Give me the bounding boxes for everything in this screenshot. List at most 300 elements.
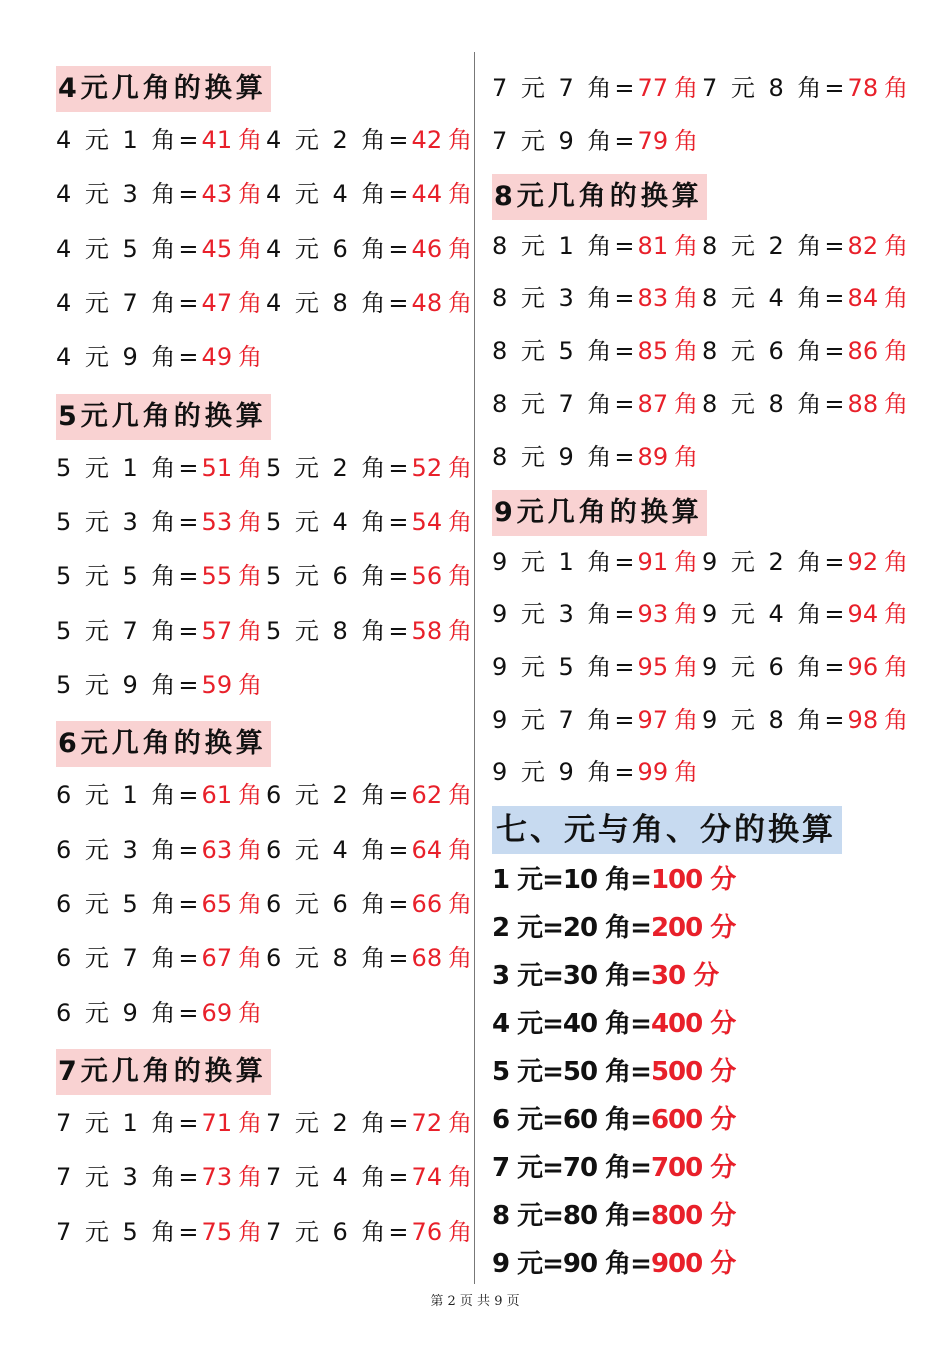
answer-unit: 角: [674, 74, 699, 102]
conversion-answer: [202, 235, 263, 263]
conversion-entry: [266, 122, 472, 158]
answer-unit: 角: [884, 600, 909, 629]
fen-conversion-entry: [492, 908, 735, 948]
conversion-expression: 8 元 3 角=: [492, 284, 638, 313]
conversion-expression: 5 元 9 角=: [56, 670, 202, 699]
conversion-answer: [202, 836, 263, 864]
answer-unit: 角: [238, 453, 263, 482]
answer-unit: 角: [448, 234, 473, 263]
answer-unit: 角: [674, 652, 699, 681]
fen-answer: 700 分: [650, 1153, 736, 1183]
answer-unit: 角: [448, 288, 473, 317]
conversion-answer: [848, 548, 909, 576]
conversion-answer: [412, 1163, 473, 1191]
answer-value: 41: [201, 126, 233, 154]
conversion-entry: [266, 176, 472, 212]
answer-unit: 角: [674, 231, 699, 260]
fen-expression: 5 元=50 角=: [492, 1057, 651, 1087]
answer-unit: 角: [238, 288, 263, 317]
conversion-expression: 6 元 9 角=: [56, 998, 202, 1027]
answer-unit: 角: [674, 284, 699, 313]
conversion-expression: 4 元 5 角=: [56, 234, 202, 263]
answer-value: 47: [201, 288, 233, 317]
answer-unit: 角: [674, 758, 699, 787]
conversion-answer: [202, 671, 263, 699]
conversion-answer: [848, 232, 909, 260]
answer-unit: 角: [238, 1109, 263, 1138]
answer-value: 86: [847, 337, 879, 366]
conversion-answer: [638, 758, 699, 786]
conversion-expression: 6 元 7 角=: [56, 944, 202, 973]
conversion-expression: 4 元 9 角=: [56, 343, 202, 372]
conversion-expression: 5 元 5 角=: [56, 562, 202, 591]
answer-value: 55: [201, 562, 233, 591]
conversion-entry: [266, 504, 472, 540]
conversion-entry: [56, 886, 262, 922]
conversion-answer: [202, 562, 263, 590]
answer-value: 99: [637, 758, 669, 787]
answer-unit: 角: [448, 508, 473, 536]
conversion-expression: 9 元 7 角=: [492, 705, 638, 734]
conversion-entry: [266, 231, 472, 267]
conversion-expression: 5 元 2 角=: [266, 453, 412, 482]
answer-unit: 角: [238, 835, 263, 864]
answer-unit: 角: [884, 705, 909, 734]
answer-value: 48: [411, 288, 443, 317]
conversion-expression: 9 元 6 角=: [702, 652, 848, 681]
conversion-expression: 8 元 1 角=: [492, 231, 638, 260]
conversion-expression: 8 元 9 角=: [492, 442, 638, 471]
conversion-expression: 5 元 6 角=: [266, 562, 412, 591]
conversion-expression: 7 元 3 角=: [56, 1163, 202, 1192]
answer-value: 63: [201, 835, 233, 864]
conversion-entry: [702, 649, 908, 685]
answer-value: 44: [411, 180, 443, 209]
fen-answer: 100 分: [650, 865, 736, 895]
answer-unit: 角: [238, 998, 263, 1027]
conversion-answer: [202, 944, 263, 972]
fen-conversion-entry: [492, 1100, 735, 1140]
section-heading: 6元几角的换算: [56, 721, 271, 767]
section-heading: 七、元与角、分的换算: [492, 806, 842, 854]
conversion-expression: 9 元 8 角=: [702, 705, 848, 734]
conversion-expression: 6 元 2 角=: [266, 781, 412, 810]
answer-unit: 角: [448, 781, 473, 810]
conversion-answer: [412, 1218, 473, 1246]
conversion-expression: 8 元 5 角=: [492, 337, 638, 366]
conversion-answer: [848, 337, 909, 365]
fen-expression: 7 元=70 角=: [492, 1153, 651, 1183]
conversion-entry: [492, 754, 698, 790]
conversion-expression: 8 元 4 角=: [702, 284, 848, 313]
conversion-answer: [412, 126, 473, 154]
conversion-answer: [638, 127, 699, 155]
answer-value: 82: [847, 231, 879, 260]
conversion-entry: [56, 504, 262, 540]
answer-unit: 角: [448, 835, 473, 864]
answer-value: 94: [847, 600, 879, 629]
conversion-answer: [848, 653, 909, 681]
answer-value: 45: [201, 234, 233, 263]
conversion-answer: [848, 600, 909, 628]
conversion-entry: [702, 333, 908, 369]
conversion-answer: [412, 235, 473, 263]
answer-value: 43: [201, 180, 233, 209]
answer-unit: 角: [448, 180, 473, 209]
answer-value: 91: [637, 547, 669, 576]
answer-unit: 角: [448, 562, 473, 591]
conversion-entry: [266, 1214, 472, 1250]
answer-value: 97: [637, 705, 669, 734]
conversion-entry: [56, 995, 262, 1031]
conversion-expression: 7 元 4 角=: [266, 1163, 412, 1192]
answer-unit: 角: [238, 670, 263, 699]
answer-unit: 角: [238, 180, 263, 209]
conversion-answer: [202, 1218, 263, 1246]
conversion-answer: [412, 1109, 473, 1137]
conversion-answer: [202, 508, 263, 536]
answer-value: 56: [411, 562, 443, 591]
conversion-entry: [492, 649, 698, 685]
section-heading: 4元几角的换算: [56, 66, 271, 112]
conversion-entry: [702, 596, 908, 632]
conversion-answer: [202, 289, 263, 317]
answer-value: 77: [637, 74, 669, 102]
section-heading: 9元几角的换算: [492, 490, 707, 536]
conversion-entry: [702, 70, 908, 106]
answer-unit: 角: [674, 389, 699, 418]
answer-unit: 角: [884, 284, 909, 313]
conversion-entry: [702, 544, 908, 580]
conversion-answer: [202, 126, 263, 154]
conversion-expression: 4 元 2 角=: [266, 126, 412, 154]
conversion-answer: [412, 454, 473, 482]
answer-unit: 角: [884, 231, 909, 260]
answer-value: 67: [201, 944, 233, 973]
conversion-entry: [492, 702, 698, 738]
conversion-answer: [638, 706, 699, 734]
fen-conversion-entry: [492, 1052, 735, 1092]
answer-value: 62: [411, 781, 443, 810]
fen-expression: 9 元=90 角=: [492, 1249, 651, 1279]
conversion-entry: [56, 285, 262, 321]
conversion-answer: [638, 337, 699, 365]
conversion-entry: [266, 832, 472, 868]
conversion-answer: [202, 999, 263, 1027]
conversion-expression: 9 元 5 角=: [492, 652, 638, 681]
conversion-expression: 5 元 4 角=: [266, 508, 412, 536]
conversion-entry: [492, 123, 698, 159]
answer-value: 74: [411, 1163, 443, 1192]
fen-expression: 8 元=80 角=: [492, 1201, 651, 1231]
conversion-answer: [202, 781, 263, 809]
fen-conversion-entry: [492, 860, 735, 900]
answer-unit: 角: [238, 1217, 263, 1246]
conversion-expression: 4 元 7 角=: [56, 288, 202, 317]
section-heading: 5元几角的换算: [56, 394, 271, 440]
fen-answer: 800 分: [650, 1201, 736, 1231]
conversion-answer: [412, 781, 473, 809]
conversion-answer: [638, 232, 699, 260]
answer-value: 57: [201, 616, 233, 645]
conversion-entry: [702, 228, 908, 264]
conversion-answer: [638, 284, 699, 312]
answer-unit: 角: [448, 944, 473, 973]
answer-value: 52: [411, 453, 443, 482]
conversion-answer: [638, 74, 699, 102]
answer-value: 79: [637, 126, 669, 155]
conversion-expression: 4 元 8 角=: [266, 288, 412, 317]
conversion-entry: [492, 544, 698, 580]
conversion-expression: 7 元 2 角=: [266, 1109, 412, 1138]
conversion-answer: [848, 706, 909, 734]
answer-value: 76: [411, 1217, 443, 1246]
answer-value: 92: [847, 547, 879, 576]
conversion-entry: [56, 613, 262, 649]
fen-answer: 900 分: [650, 1249, 736, 1279]
section-heading: 7元几角的换算: [56, 1049, 271, 1095]
answer-unit: 角: [238, 343, 263, 372]
conversion-expression: 9 元 1 角=: [492, 547, 638, 576]
conversion-expression: 9 元 2 角=: [702, 547, 848, 576]
conversion-answer: [638, 390, 699, 418]
conversion-expression: 5 元 1 角=: [56, 453, 202, 482]
fen-expression: 6 元=60 角=: [492, 1105, 651, 1135]
answer-value: 98: [847, 705, 879, 734]
conversion-entry: [266, 777, 472, 813]
conversion-answer: [412, 562, 473, 590]
conversion-entry: [56, 558, 262, 594]
conversion-expression: 5 元 8 角=: [266, 616, 412, 645]
answer-value: 96: [847, 652, 879, 681]
conversion-entry: [266, 558, 472, 594]
fen-answer: 30 分: [650, 961, 719, 991]
fen-expression: 3 元=30 角=: [492, 961, 651, 991]
conversion-entry: [266, 940, 472, 976]
answer-unit: 角: [448, 1109, 473, 1138]
conversion-entry: [266, 613, 472, 649]
conversion-expression: 7 元 9 角=: [492, 126, 638, 155]
answer-unit: 角: [674, 442, 699, 471]
conversion-entry: [56, 231, 262, 267]
answer-unit: 角: [674, 705, 699, 734]
conversion-answer: [202, 890, 263, 918]
answer-value: 83: [637, 284, 669, 313]
answer-value: 69: [201, 998, 233, 1027]
answer-value: 71: [201, 1109, 233, 1138]
answer-value: 42: [411, 126, 443, 154]
conversion-entry: [266, 450, 472, 486]
answer-value: 84: [847, 284, 879, 313]
conversion-entry: [56, 777, 262, 813]
conversion-entry: [266, 1159, 472, 1195]
conversion-entry: [56, 122, 262, 158]
answer-value: 58: [411, 616, 443, 645]
conversion-expression: 6 元 3 角=: [56, 835, 202, 864]
conversion-answer: [412, 944, 473, 972]
conversion-entry: [56, 339, 262, 375]
fen-answer: 500 分: [650, 1057, 736, 1087]
conversion-entry: [492, 386, 698, 422]
conversion-answer: [202, 617, 263, 645]
answer-value: 73: [201, 1163, 233, 1192]
conversion-expression: 4 元 3 角=: [56, 180, 202, 209]
conversion-answer: [202, 454, 263, 482]
fen-expression: 2 元=20 角=: [492, 913, 651, 943]
fen-conversion-entry: [492, 1196, 735, 1236]
page-footer: 第 2 页 共 9 页: [430, 1294, 520, 1309]
conversion-entry: [492, 596, 698, 632]
conversion-answer: [848, 284, 909, 312]
fen-conversion-entry: [492, 1004, 735, 1044]
answer-unit: 角: [238, 1163, 263, 1192]
answer-unit: 角: [238, 944, 263, 973]
conversion-expression: 7 元 5 角=: [56, 1217, 202, 1246]
answer-unit: 角: [674, 600, 699, 629]
answer-unit: 角: [884, 652, 909, 681]
conversion-entry: [702, 386, 908, 422]
answer-unit: 角: [238, 508, 263, 536]
answer-unit: 角: [448, 1163, 473, 1192]
conversion-entry: [56, 832, 262, 868]
conversion-expression: 6 元 8 角=: [266, 944, 412, 973]
conversion-expression: 9 元 4 角=: [702, 600, 848, 629]
conversion-entry: [56, 1105, 262, 1141]
conversion-answer: [638, 548, 699, 576]
conversion-entry: [266, 1105, 472, 1141]
answer-unit: 角: [238, 616, 263, 645]
conversion-answer: [412, 617, 473, 645]
fen-answer: 600 分: [650, 1105, 736, 1135]
fen-conversion-entry: [492, 956, 718, 996]
answer-unit: 角: [448, 1217, 473, 1246]
answer-value: 65: [201, 890, 233, 918]
conversion-entry: [266, 285, 472, 321]
fen-expression: 4 元=40 角=: [492, 1009, 651, 1039]
conversion-expression: 8 元 7 角=: [492, 389, 638, 418]
answer-unit: 角: [448, 126, 473, 154]
fen-conversion-entry: [492, 1244, 735, 1284]
answer-value: 59: [201, 670, 233, 699]
column-divider: [474, 52, 475, 1284]
conversion-expression: 8 元 2 角=: [702, 231, 848, 260]
conversion-entry: [56, 940, 262, 976]
conversion-entry: [492, 439, 698, 475]
conversion-answer: [638, 600, 699, 628]
answer-value: 87: [637, 389, 669, 418]
conversion-expression: 4 元 1 角=: [56, 126, 202, 154]
conversion-expression: 8 元 6 角=: [702, 337, 848, 366]
answer-unit: 角: [448, 453, 473, 482]
conversion-entry: [266, 886, 472, 922]
conversion-answer: [412, 836, 473, 864]
conversion-answer: [412, 508, 473, 536]
conversion-answer: [412, 180, 473, 208]
answer-value: 93: [637, 600, 669, 629]
conversion-answer: [202, 180, 263, 208]
answer-value: 75: [201, 1217, 233, 1246]
answer-value: 78: [847, 74, 879, 102]
fen-conversion-entry: [492, 1148, 735, 1188]
answer-value: 95: [637, 652, 669, 681]
answer-value: 49: [201, 343, 233, 372]
conversion-expression: 6 元 1 角=: [56, 781, 202, 810]
conversion-expression: 4 元 6 角=: [266, 234, 412, 263]
conversion-expression: 5 元 7 角=: [56, 616, 202, 645]
answer-unit: 角: [884, 74, 909, 102]
answer-value: 72: [411, 1109, 443, 1138]
answer-value: 81: [637, 231, 669, 260]
conversion-entry: [56, 176, 262, 212]
answer-unit: 角: [448, 890, 473, 918]
answer-value: 54: [411, 508, 443, 536]
answer-unit: 角: [674, 547, 699, 576]
conversion-answer: [638, 443, 699, 471]
conversion-expression: 5 元 3 角=: [56, 508, 202, 536]
conversion-expression: 4 元 4 角=: [266, 180, 412, 209]
answer-value: 89: [637, 442, 669, 471]
conversion-entry: [702, 280, 908, 316]
section-heading: 8元几角的换算: [492, 174, 707, 220]
conversion-expression: 8 元 8 角=: [702, 389, 848, 418]
answer-unit: 角: [238, 890, 263, 918]
conversion-expression: 9 元 9 角=: [492, 758, 638, 787]
answer-value: 88: [847, 389, 879, 418]
answer-value: 61: [201, 781, 233, 810]
answer-value: 68: [411, 944, 443, 973]
answer-value: 46: [411, 234, 443, 263]
conversion-answer: [412, 890, 473, 918]
conversion-entry: [56, 1214, 262, 1250]
conversion-entry: [492, 228, 698, 264]
answer-unit: 角: [238, 234, 263, 263]
conversion-expression: 6 元 4 角=: [266, 835, 412, 864]
conversion-expression: 6 元 5 角=: [56, 890, 202, 918]
answer-unit: 角: [884, 389, 909, 418]
conversion-expression: 7 元 6 角=: [266, 1217, 412, 1246]
conversion-answer: [202, 343, 263, 371]
answer-unit: 角: [674, 126, 699, 155]
conversion-entry: [492, 333, 698, 369]
answer-value: 64: [411, 835, 443, 864]
conversion-entry: [56, 450, 262, 486]
conversion-answer: [202, 1163, 263, 1191]
conversion-answer: [848, 390, 909, 418]
conversion-entry: [492, 280, 698, 316]
conversion-answer: [202, 1109, 263, 1137]
conversion-entry: [702, 702, 908, 738]
answer-value: 66: [411, 890, 443, 918]
conversion-answer: [412, 289, 473, 317]
answer-unit: 角: [884, 547, 909, 576]
fen-answer: 400 分: [650, 1009, 736, 1039]
conversion-entry: [56, 667, 262, 703]
fen-expression: 1 元=10 角=: [492, 865, 651, 895]
answer-unit: 角: [884, 337, 909, 366]
answer-value: 85: [637, 337, 669, 366]
conversion-expression: 6 元 6 角=: [266, 890, 412, 918]
answer-unit: 角: [238, 126, 263, 154]
conversion-expression: 7 元 7 角=: [492, 74, 638, 102]
answer-unit: 角: [674, 337, 699, 366]
fen-answer: 200 分: [650, 913, 736, 943]
answer-value: 53: [201, 508, 233, 536]
answer-unit: 角: [238, 781, 263, 810]
conversion-entry: [56, 1159, 262, 1195]
conversion-expression: 7 元 1 角=: [56, 1109, 202, 1138]
conversion-expression: 7 元 8 角=: [702, 74, 848, 102]
answer-unit: 角: [448, 616, 473, 645]
